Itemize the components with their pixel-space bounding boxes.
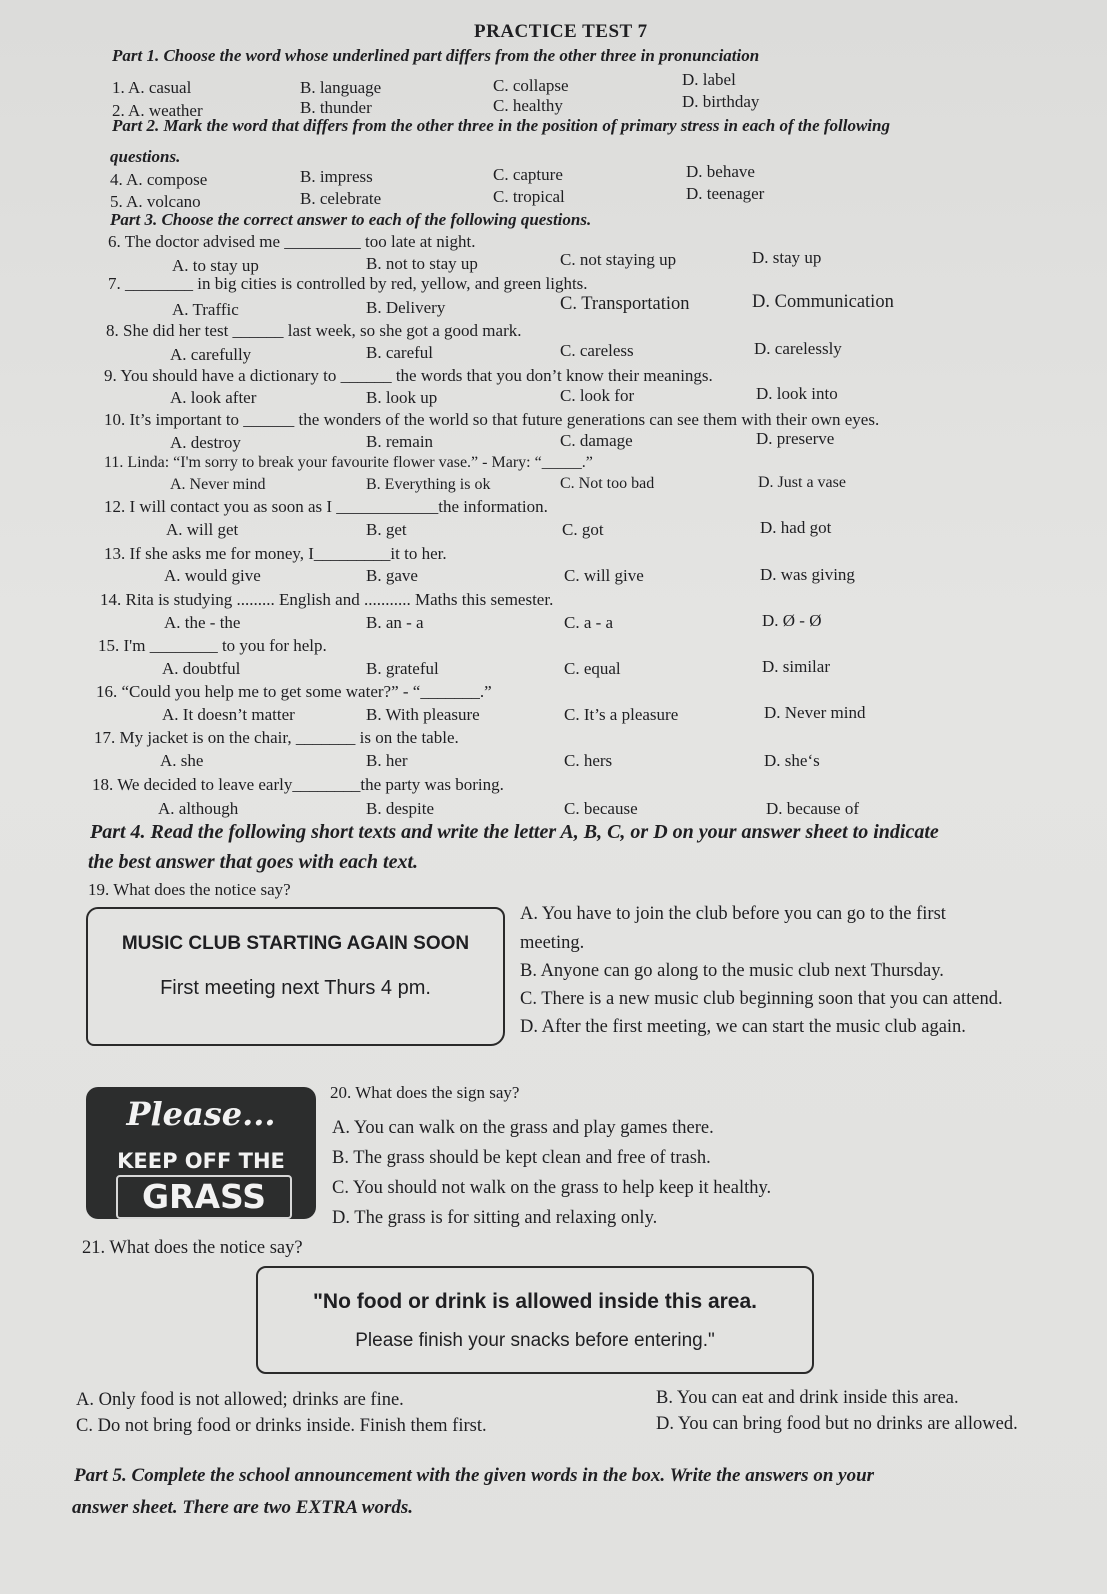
- q9-option-a: A. look after: [170, 388, 257, 407]
- q20-option-a: A. You can walk on the grass and play games there.: [332, 1118, 714, 1138]
- q18-option-a: A. although: [158, 799, 239, 818]
- q1-option-b: B. language: [300, 78, 382, 97]
- sign-please: Please...: [126, 1095, 276, 1133]
- q11-option-b: B. Everything is ok: [366, 476, 491, 493]
- q7-option-c: C. Transportation: [560, 294, 690, 314]
- part1-heading: Part 1. Choose the word whose underlined part differs from the other three in pronunciation: [112, 46, 760, 65]
- q7-option-b: B. Delivery: [366, 298, 446, 317]
- q6-option-b: B. not to stay up: [366, 254, 478, 273]
- q7-option-d: D. Communication: [752, 292, 894, 312]
- q20-option-d: D. The grass is for sitting and relaxing only.: [332, 1208, 658, 1228]
- page-title: PRACTICE TEST 7: [474, 21, 648, 42]
- q5-option-a: 5. A. volcano: [110, 192, 201, 211]
- q9-option-c: C. look for: [560, 386, 635, 405]
- q13-option-c: C. will give: [564, 566, 644, 585]
- q15-option-a: A. doubtful: [162, 659, 241, 678]
- q2-option-b: B. thunder: [300, 98, 372, 117]
- q11-option-a: A. Never mind: [170, 476, 266, 493]
- music-club-notice: [86, 907, 505, 1046]
- part3-heading: Part 3. Choose the correct answer to each of the following questions.: [110, 210, 592, 229]
- notice-title: MUSIC CLUB STARTING AGAIN SOON: [121, 933, 470, 954]
- q15-option-b: B. grateful: [366, 659, 439, 678]
- keep-off-grass-sign: [86, 1087, 316, 1219]
- q18-option-c: C. because: [564, 799, 638, 818]
- q9-option-b: B. look up: [366, 388, 438, 407]
- q15-stem: 15. I'm ________ to you for help.: [98, 636, 327, 655]
- q8-option-c: C. careless: [560, 341, 634, 360]
- q17-option-a: A. she: [160, 751, 204, 770]
- q20-option-b: B. The grass should be kept clean and free of trash.: [332, 1148, 711, 1168]
- q9-stem: 9. You should have a dictionary to ______ the words that you don’t know their meanings.: [104, 366, 713, 385]
- q20-stem: 20. What does the sign say?: [330, 1083, 520, 1102]
- part2-heading-continued: questions.: [110, 147, 181, 166]
- q16-stem: 16. “Could you help me to get some water?” - “_______.”: [96, 682, 492, 701]
- q2-option-d: D. birthday: [682, 92, 760, 111]
- q19-option-a-continued: meeting.: [520, 933, 585, 953]
- part5-heading: Part 5. Complete the school announcement with the given words in the box. Write the answers on your: [74, 1465, 875, 1486]
- q1-option-c: C. collapse: [493, 76, 569, 95]
- q15-option-c: C. equal: [564, 659, 621, 678]
- q10-option-b: B. remain: [366, 432, 434, 451]
- q10-stem: 10. It’s important to ______ the wonders of the world so that future generations can see them with their own eyes.: [104, 410, 880, 429]
- q8-option-d: D. carelessly: [754, 339, 842, 358]
- q14-option-c: C. a - a: [564, 613, 614, 632]
- q16-option-b: B. With pleasure: [366, 705, 480, 724]
- q14-stem: 14. Rita is studying ......... English and ........... Maths this semester.: [100, 590, 554, 609]
- q4-option-d: D. behave: [686, 162, 755, 181]
- q17-stem: 17. My jacket is on the chair, _______ is on the table.: [94, 728, 459, 747]
- q21-option-d: D. You can bring food but no drinks are allowed.: [656, 1414, 1018, 1434]
- q21-option-a: A. Only food is not allowed; drinks are fine.: [76, 1390, 404, 1410]
- q14-option-b: B. an - a: [366, 613, 424, 632]
- q11-option-d: D. Just a vase: [758, 474, 846, 491]
- q2-option-c: C. healthy: [493, 96, 563, 115]
- q12-option-d: D. had got: [760, 518, 832, 537]
- q5-option-d: D. teenager: [686, 184, 765, 203]
- q12-option-a: A. will get: [166, 520, 239, 539]
- q8-option-a: A. carefully: [170, 345, 252, 364]
- q19-option-a: A. You have to join the club before you can go to the first: [520, 904, 946, 924]
- q10-option-d: D. preserve: [756, 429, 835, 448]
- q11-stem: 11. Linda: “I'm sorry to break your favourite flower vase.” - Mary: “_____.”: [104, 454, 593, 471]
- q16-option-a: A. It doesn’t matter: [162, 705, 295, 724]
- q19-option-b: B. Anyone can go along to the music club next Thursday.: [520, 961, 944, 981]
- q20-option-c: C. You should not walk on the grass to help keep it healthy.: [332, 1178, 772, 1198]
- sign-grass: GRASS: [116, 1175, 292, 1219]
- q16-option-d: D. Never mind: [764, 703, 866, 722]
- q17-option-b: B. her: [366, 751, 408, 770]
- notice-rule: "No food or drink is allowed inside this area.: [312, 1290, 758, 1313]
- q11-option-c: C. Not too bad: [560, 475, 655, 492]
- q18-stem: 18. We decided to leave early________the party was boring.: [92, 775, 504, 794]
- q14-option-a: A. the - the: [164, 613, 241, 632]
- q4-option-b: B. impress: [300, 167, 373, 186]
- part2-heading: Part 2. Mark the word that differs from the other three in the position of primary stress in each of the following: [112, 116, 890, 135]
- no-food-notice: [256, 1266, 814, 1374]
- q6-stem: 6. The doctor advised me _________ too late at night.: [108, 232, 476, 251]
- q8-stem: 8. She did her test ______ last week, so she got a good mark.: [106, 321, 522, 340]
- q18-option-d: D. because of: [766, 799, 859, 818]
- q13-option-b: B. gave: [366, 566, 418, 585]
- q13-option-a: A. would give: [164, 566, 261, 585]
- q13-stem: 13. If she asks me for money, I_________it to her.: [104, 544, 447, 563]
- q7-stem: 7. ________ in big cities is controlled by red, yellow, and green lights.: [108, 274, 588, 293]
- q12-stem: 12. I will contact you as soon as I ____________the information.: [104, 497, 548, 516]
- q9-option-d: D. look into: [756, 384, 838, 403]
- q2-option-a: 2. A. weather: [112, 101, 203, 120]
- q1-option-d: D. label: [682, 70, 736, 89]
- q7-option-a: A. Traffic: [172, 300, 239, 319]
- part4-heading: Part 4. Read the following short texts and write the letter A, B, C, or D on your answer sheet to indicate: [90, 821, 939, 843]
- q8-option-b: B. careful: [366, 343, 434, 362]
- q1-option-a: 1. A. casual: [112, 78, 192, 97]
- q13-option-d: D. was giving: [760, 565, 855, 584]
- q5-option-b: B. celebrate: [300, 189, 382, 208]
- q19-option-d: D. After the first meeting, we can start the music club again.: [520, 1017, 966, 1037]
- q18-option-b: B. despite: [366, 799, 434, 818]
- sign-keep-off: KEEP OFF THE: [117, 1149, 285, 1173]
- q6-option-c: C. not staying up: [560, 250, 677, 269]
- q21-option-c: C. Do not bring food or drinks inside. Finish them first.: [76, 1416, 487, 1436]
- q19-option-c: C. There is a new music club beginning soon that you can attend.: [520, 989, 1003, 1009]
- notice-instruction: Please finish your snacks before entering.": [355, 1330, 715, 1351]
- q12-option-b: B. get: [366, 520, 407, 539]
- part4-heading-continued: the best answer that goes with each text.: [88, 851, 419, 873]
- q12-option-c: C. got: [562, 520, 604, 539]
- q17-option-d: D. she‘s: [764, 751, 820, 770]
- q10-option-a: A. destroy: [170, 433, 241, 452]
- q6-option-d: D. stay up: [752, 248, 822, 267]
- q19-stem: 19. What does the notice say?: [88, 880, 291, 899]
- q16-option-c: C. It’s a pleasure: [564, 705, 679, 724]
- part5-heading-continued: answer sheet. There are two EXTRA words.: [72, 1497, 413, 1518]
- q21-stem: 21. What does the notice say?: [82, 1238, 303, 1258]
- q17-option-c: C. hers: [564, 751, 613, 770]
- notice-meeting-time: First meeting next Thurs 4 pm.: [160, 977, 431, 999]
- q4-option-c: C. capture: [493, 165, 563, 184]
- q5-option-c: C. tropical: [493, 187, 565, 206]
- q6-option-a: A. to stay up: [172, 256, 259, 275]
- q21-option-b: B. You can eat and drink inside this area.: [656, 1388, 959, 1408]
- q14-option-d: D. Ø - Ø: [762, 611, 822, 630]
- q15-option-d: D. similar: [762, 657, 830, 676]
- q10-option-c: C. damage: [560, 431, 633, 450]
- q4-option-a: 4. A. compose: [110, 170, 208, 189]
